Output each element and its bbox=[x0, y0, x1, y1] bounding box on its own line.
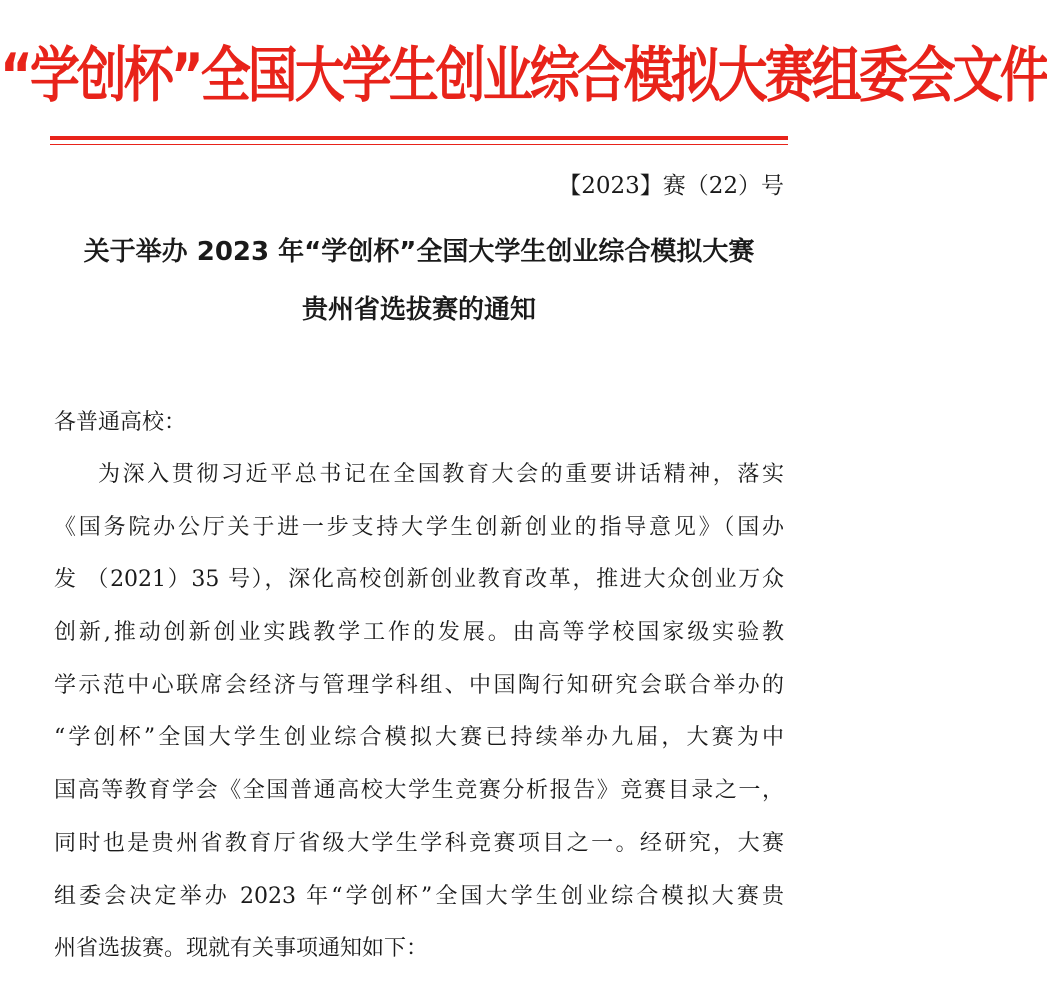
body-line: “学创杯”全国大学生创业综合模拟大赛已持续举办九届，大赛为中 bbox=[54, 725, 784, 751]
salutation: 各普通高校： bbox=[54, 410, 187, 435]
header-rule-thick bbox=[50, 136, 788, 140]
document-number: 【2023】赛（22）号 bbox=[558, 173, 784, 199]
body-line: 创新,推动创新创业实践教学工作的发展。由高等学校国家级实验教 bbox=[54, 620, 784, 646]
body-line: 发 （2021）35 号），深化高校创新创业教育改革，推进大众创业万众 bbox=[54, 567, 784, 593]
body-line: 组委会决定举办 2023 年“学创杯”全国大学生创业综合模拟大赛贵 bbox=[54, 883, 784, 909]
body-paragraph bbox=[54, 455, 784, 982]
header-title: “学创杯”全国大学生创业综合模拟大赛组委会文件 bbox=[0, 40, 1047, 111]
body-line: 同时也是贵州省教育厅省级大学生学科竞赛项目之一。经研究，大赛 bbox=[54, 830, 784, 856]
body-line: 国高等教育学会《全国普通高校大学生竞赛分析报告》竞赛目录之一， bbox=[54, 778, 784, 804]
body-line: 为深入贯彻习近平总书记在全国教育大会的重要讲话精神，落实 bbox=[98, 462, 784, 487]
body-line: 学示范中心联席会经济与管理学科组、中国陶行知研究会联合举办的 bbox=[54, 672, 784, 698]
notice-title-line-2: 贵州省选拔赛的通知 bbox=[301, 295, 536, 325]
body-line: 《国务院办公厅关于进一步支持大学生创新创业的指导意见》（国办 bbox=[54, 514, 784, 540]
header-rule-thin bbox=[50, 144, 788, 145]
notice-title-line-1: 关于举办 2023 年“学创杯”全国大学生创业综合模拟大赛 bbox=[83, 237, 755, 267]
body-line: 州省选拔赛。现就有关事项通知如下： bbox=[54, 936, 429, 962]
